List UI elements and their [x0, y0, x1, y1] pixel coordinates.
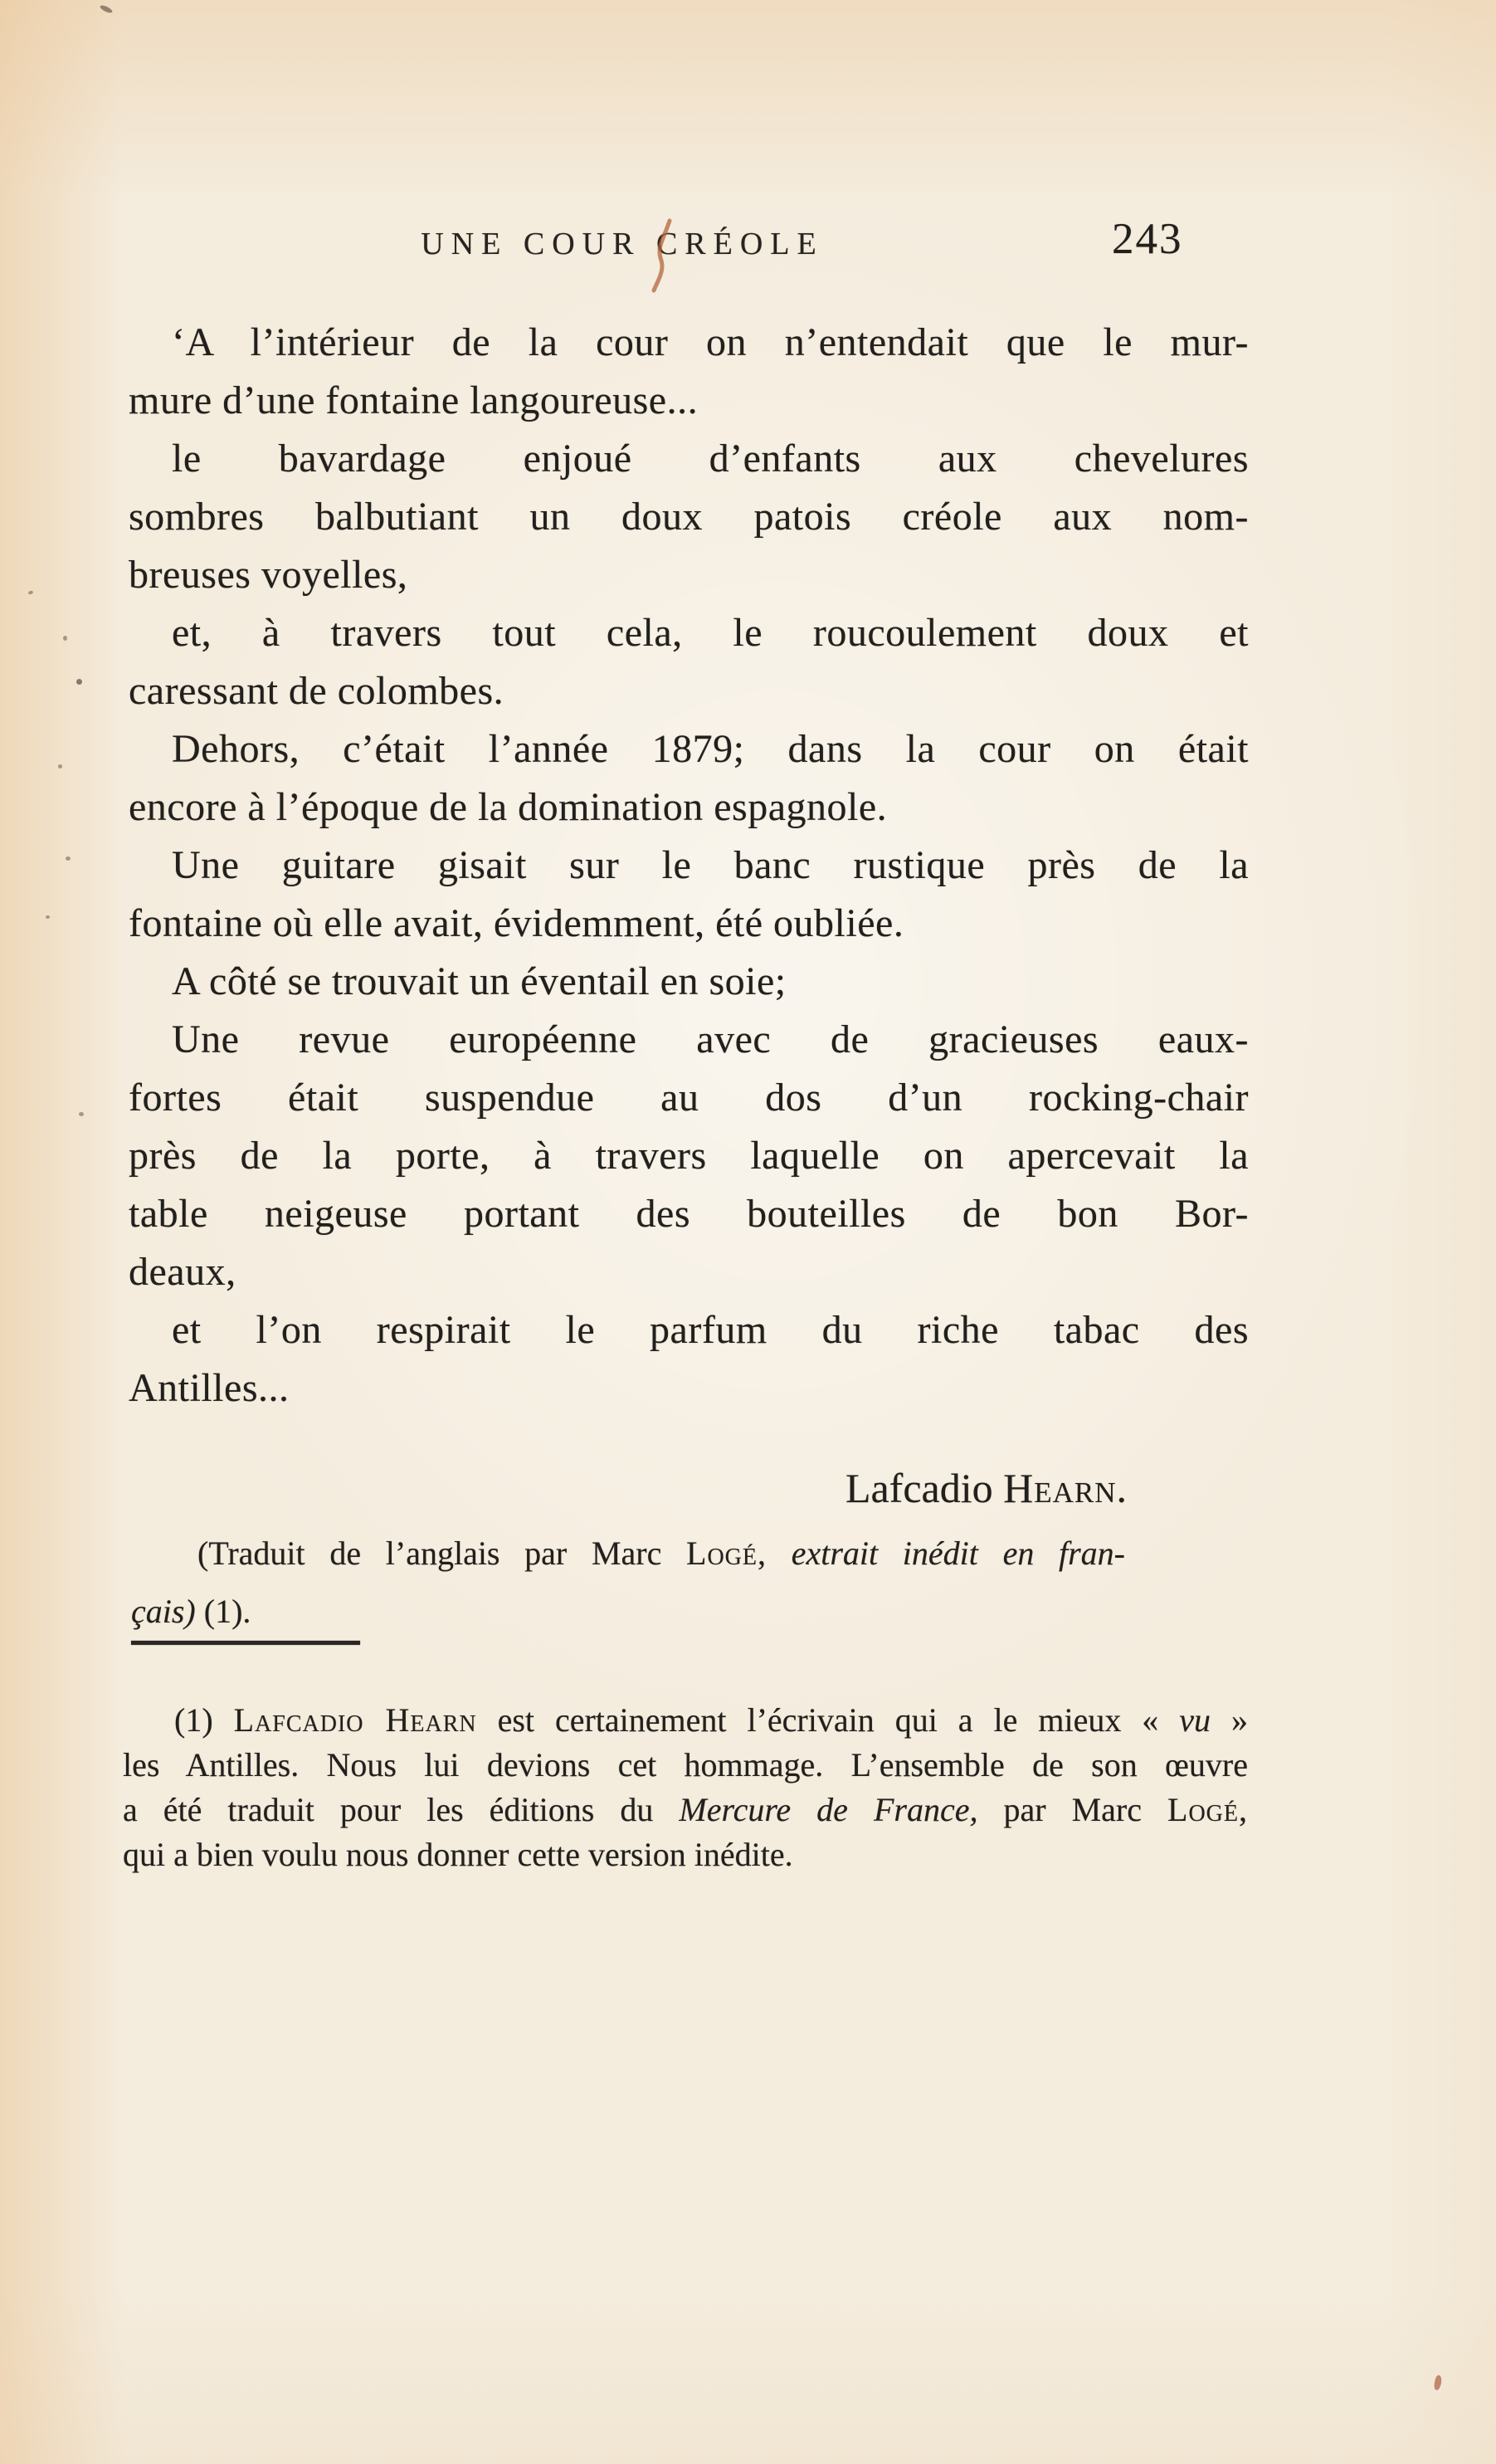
footnote-roman: par Marc — [977, 1791, 1168, 1828]
text-line: encore à l’époque de la domination espagnole. — [129, 785, 888, 829]
text-line — [131, 1530, 1125, 1588]
running-head-title: UNE COUR CRÉOLE — [421, 227, 824, 261]
ink-speck — [99, 4, 113, 14]
ink-speck — [79, 1112, 84, 1116]
text-line: près de la porte, à travers laquelle on apercevait la — [129, 1134, 1249, 1178]
signature-last-name: Hearn. — [1003, 1465, 1128, 1511]
footnote-smallcaps: Lafcadio Hearn — [233, 1701, 477, 1739]
text-line: Dehors, c’était l’année 1879; dans la cour on était — [172, 727, 1249, 771]
text-line: Une revue européenne avec de gracieuses eaux- — [172, 1017, 1249, 1061]
text-line — [123, 1698, 1248, 1743]
paragraph — [129, 1301, 1249, 1417]
note-italic: extrait inédit en fran- — [767, 1535, 1126, 1572]
body-text — [129, 314, 1249, 1417]
note-italic: çais) — [131, 1593, 196, 1630]
paragraph — [129, 604, 1249, 720]
text-line: mure d’une fontaine langoureuse... — [129, 378, 699, 422]
footnote-roman: est certainement l’écrivain qui a le mieux « — [476, 1701, 1180, 1739]
text-line: le bavardage enjoué d’enfants aux chevelures — [172, 437, 1249, 481]
text-line: et, à travers tout cela, le roucoulement doux et — [172, 611, 1249, 655]
paragraph — [129, 430, 1249, 604]
footnote-separator — [131, 1641, 360, 1645]
paragraph — [129, 953, 1249, 1011]
text-line: fortes était suspendue au dos d’un rocking-chair — [129, 1076, 1249, 1120]
text-line: ‘A l’intérieur de la cour on n’entendait que le mur- — [172, 320, 1249, 364]
signature-text — [845, 1459, 1128, 1517]
ink-speck — [46, 915, 50, 919]
signature-first-name: Lafcadio — [845, 1465, 1004, 1511]
paragraph — [129, 720, 1249, 837]
text-line: Antilles... — [129, 1366, 290, 1410]
ink-speck — [66, 856, 71, 861]
footnote-italic: vu — [1179, 1701, 1211, 1739]
red-ink-speck — [1433, 2374, 1443, 2390]
page-number: 243 — [1112, 215, 1183, 263]
paragraph — [129, 314, 1249, 430]
paragraph — [129, 1011, 1249, 1301]
pen-mark — [647, 217, 677, 298]
paragraph — [129, 837, 1249, 953]
text-line: qui a bien voulu nous donner cette version inédite. — [123, 1836, 793, 1873]
author-signature — [129, 1459, 1249, 1517]
ink-speck — [27, 590, 33, 595]
note-roman: (Traduit de l’anglais par Marc — [197, 1535, 687, 1572]
footnote-roman: a été traduit pour les éditions du — [123, 1791, 680, 1828]
footnote-marker: (1) — [174, 1701, 234, 1739]
text-line — [131, 1588, 1125, 1646]
text-line — [123, 1788, 1248, 1832]
footnote-smallcaps: Logé, — [1167, 1791, 1249, 1828]
footnote-italic: Mercure de France, — [679, 1791, 978, 1828]
note-roman: (1). — [195, 1593, 251, 1630]
footnote — [123, 1698, 1248, 1877]
text-line: A côté se trouvait un éventail en soie; — [172, 959, 787, 1003]
ink-speck — [63, 636, 67, 641]
text-line: deaux, — [129, 1250, 236, 1294]
text-line: Une guitare gisait sur le banc rustique près de la — [172, 843, 1249, 887]
text-line: caressant de colombes. — [129, 669, 504, 713]
text-line: breuses voyelles, — [129, 553, 408, 597]
text-line: les Antilles. Nous lui devions cet hommage. L’ensemble de son œuvre — [123, 1746, 1248, 1783]
ink-speck — [58, 764, 62, 768]
text-line: fontaine où elle avait, évidemment, été oubliée. — [129, 901, 904, 945]
note-smallcaps: Logé, — [686, 1535, 767, 1572]
text-line: table neigeuse portant des bouteilles de bon Bor- — [129, 1192, 1249, 1236]
footnote-roman: » — [1211, 1701, 1249, 1739]
ink-speck — [76, 679, 82, 685]
translator-note — [131, 1530, 1125, 1646]
text-line: et l’on respirait le parfum du riche tabac des — [172, 1308, 1249, 1352]
text-line: sombres balbutiant un doux patois créole aux nom- — [129, 495, 1249, 539]
